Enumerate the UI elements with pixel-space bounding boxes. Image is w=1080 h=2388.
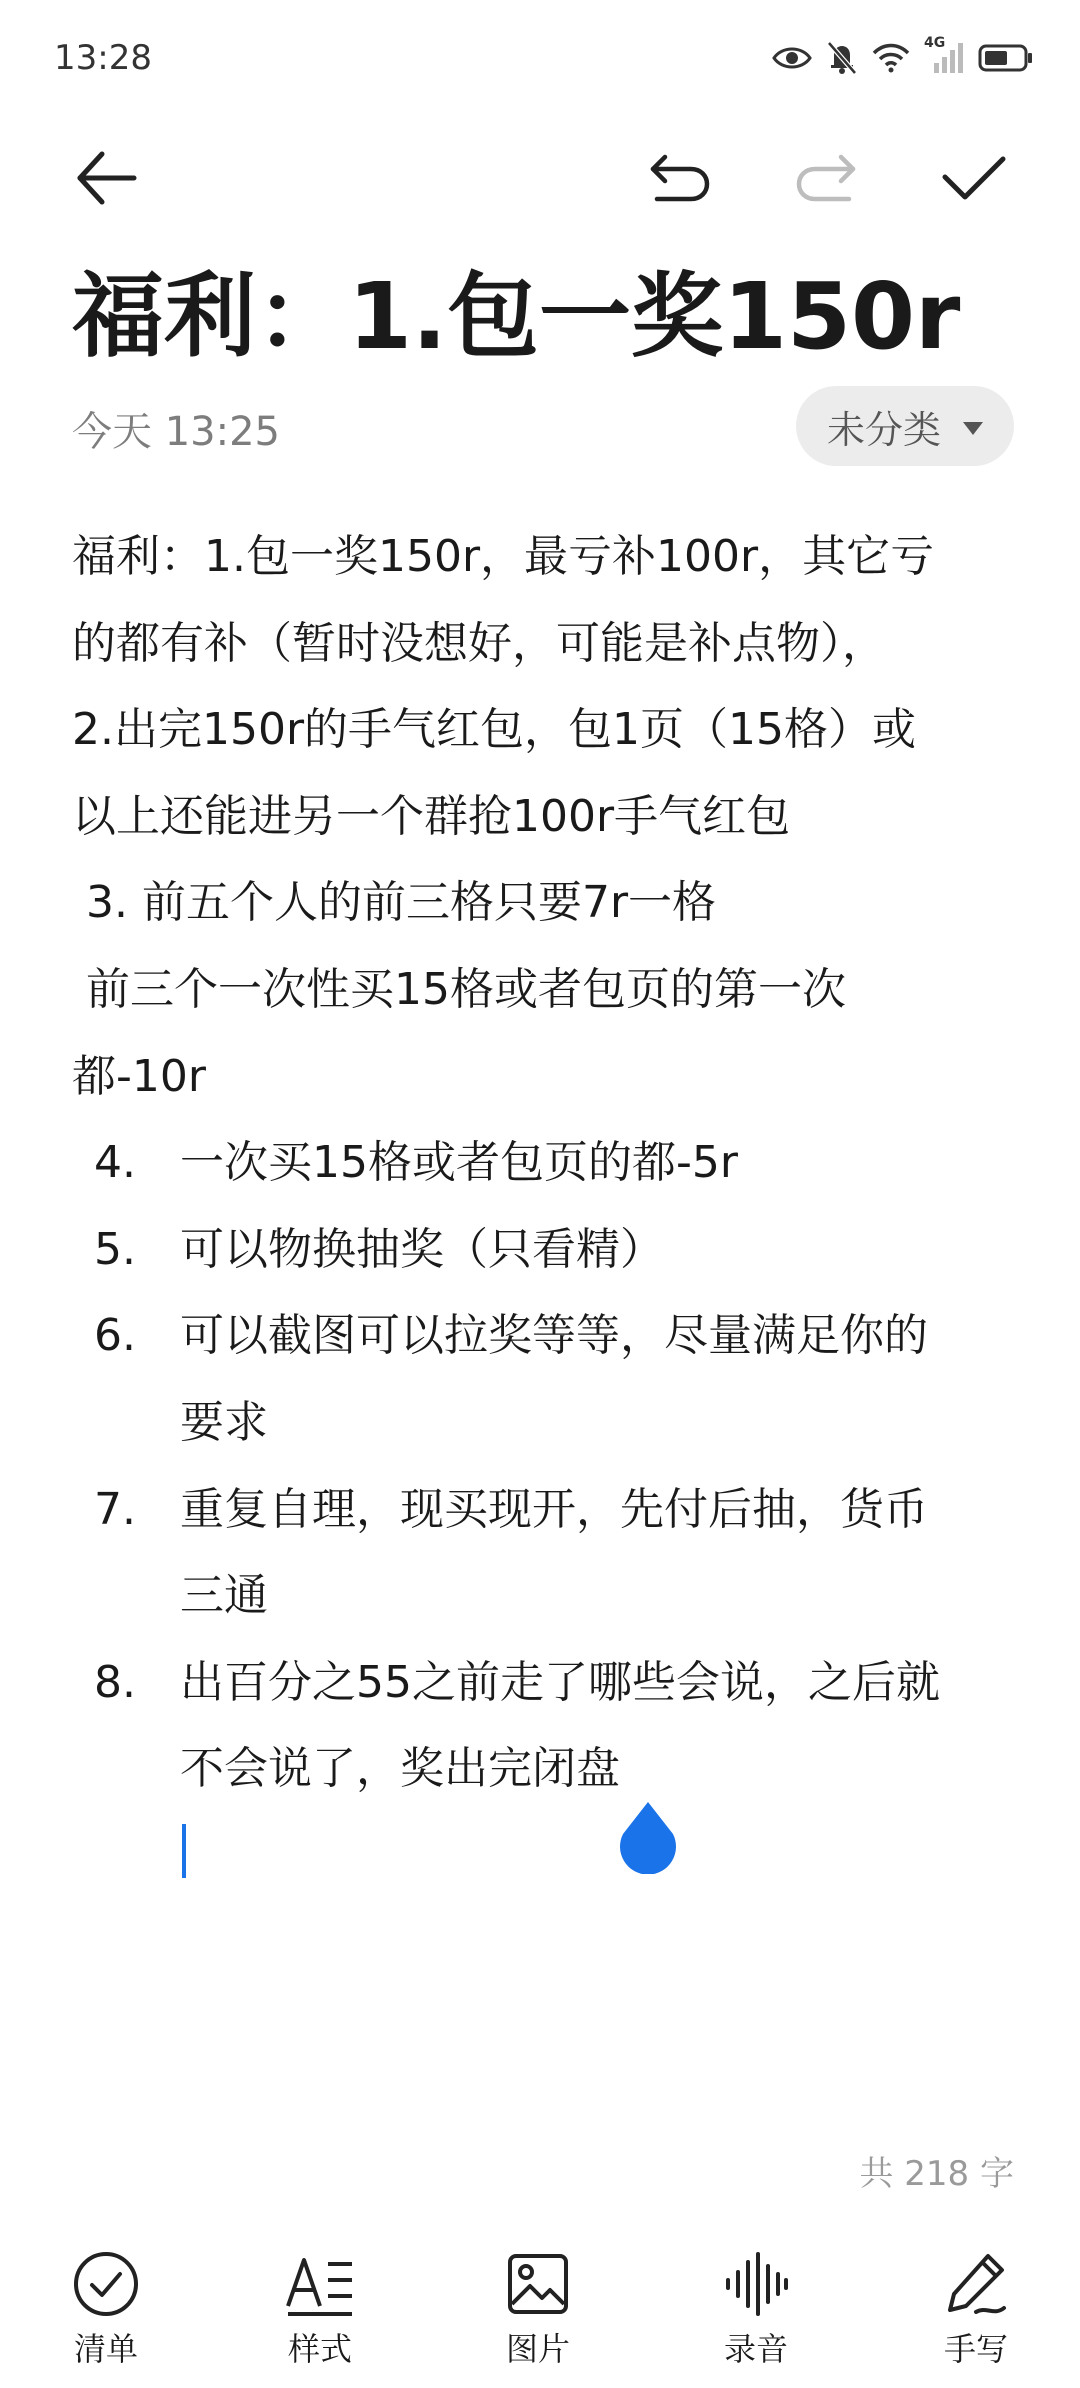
cursor-handle[interactable] <box>617 1800 679 1874</box>
network-type-label: 4G <box>924 35 946 51</box>
body-line: 都-10r <box>72 1050 206 1102</box>
list-text: 出百分之55之前走了哪些会说，之后就 不会说了，奖出完闭盘 <box>180 1656 940 1795</box>
eye-icon <box>772 44 812 72</box>
text-cursor <box>182 1824 186 1878</box>
list-item <box>72 1120 1032 1207</box>
checklist-icon <box>72 2250 140 2318</box>
status-bar <box>0 0 1080 110</box>
signal-icon <box>924 35 964 75</box>
back-arrow-icon <box>74 150 138 206</box>
status-time: 13:28 <box>54 38 152 78</box>
list-item <box>72 1467 1032 1640</box>
list-number: 5. <box>94 1223 136 1275</box>
status-icons <box>772 36 1034 80</box>
text-style-label: 样式 <box>287 2330 352 2368</box>
note-title[interactable]: 福利：1.包一奖150r <box>72 263 961 370</box>
list-item <box>72 1207 1032 1294</box>
list-item <box>72 1293 1032 1466</box>
check-icon <box>941 153 1007 203</box>
body-line: 前三个一次性买15格或者包页的第一次 <box>72 963 846 1015</box>
category-label: 未分类 <box>826 407 941 452</box>
checklist-label: 清单 <box>73 2330 138 2368</box>
record-audio-button[interactable] <box>686 2250 826 2370</box>
handwriting-button[interactable] <box>906 2250 1046 2370</box>
category-dropdown[interactable] <box>796 386 1014 466</box>
redo-button[interactable] <box>786 138 866 218</box>
list-number: 7. <box>94 1483 136 1535</box>
list-text: 一次买15格或者包页的都-5r <box>180 1137 738 1189</box>
image-icon <box>504 2250 572 2318</box>
text-style-icon <box>284 2250 356 2318</box>
save-done-button[interactable] <box>934 138 1014 218</box>
checklist-button[interactable] <box>36 2250 176 2370</box>
mute-bell-icon <box>826 40 858 76</box>
body-line: 福利：1.包一奖150r，最亏补100r，其它亏 <box>72 531 935 582</box>
body-line: 的都有补（暂时没想好，可能是补点物）， <box>72 617 886 669</box>
list-number: 8. <box>94 1656 136 1708</box>
handwriting-label: 手写 <box>943 2330 1008 2368</box>
list-text: 可以截图可以拉奖等等，尽量满足你的 要求 <box>180 1310 928 1448</box>
redo-icon <box>795 153 857 203</box>
body-line: 2.出完150r的手气红包，包1页（15格）或 <box>72 704 917 756</box>
text-style-button[interactable] <box>250 2250 390 2370</box>
word-count: 共 218 字 <box>859 2154 1014 2194</box>
list-item <box>72 1640 1032 1900</box>
wifi-icon <box>872 43 910 73</box>
body-line: 以上还能进另一个群抢100r手气红包 <box>72 790 791 842</box>
list-number: 4. <box>94 1137 136 1189</box>
undo-button[interactable] <box>640 138 720 218</box>
back-button[interactable] <box>66 138 146 218</box>
list-text: 可以物换抽奖（只看精） <box>180 1223 664 1275</box>
note-date: 今天 13:25 <box>72 409 280 455</box>
numbered-list <box>72 1120 1032 1899</box>
pen-icon <box>942 2250 1010 2318</box>
insert-image-button[interactable] <box>468 2250 608 2370</box>
editor-toolbar <box>0 120 1080 230</box>
note-body-editor[interactable] <box>72 514 1032 1900</box>
list-number: 6. <box>94 1310 136 1362</box>
dropdown-arrow-icon <box>963 422 983 435</box>
battery-icon <box>978 43 1034 73</box>
audio-wave-icon <box>722 2250 790 2318</box>
list-text: 重复自理，现买现开，先付后抽，货币 三通 <box>180 1483 928 1622</box>
bottom-toolbar <box>0 2230 1080 2388</box>
audio-label: 录音 <box>723 2330 788 2368</box>
undo-icon <box>649 153 711 203</box>
body-line: 3. 前五个人的前三格只要7r一格 <box>72 877 717 929</box>
image-label: 图片 <box>505 2330 570 2368</box>
